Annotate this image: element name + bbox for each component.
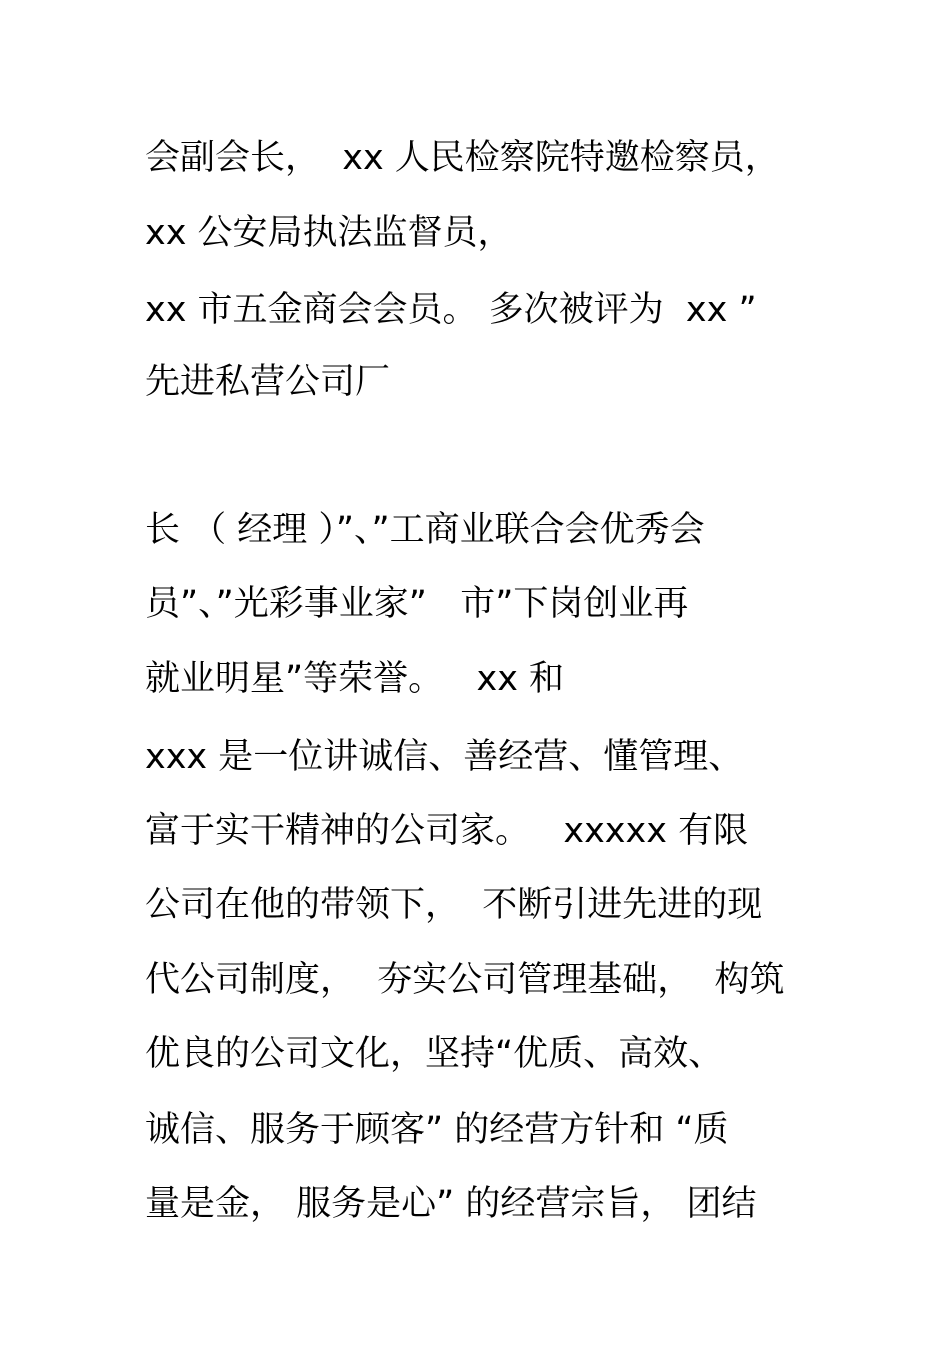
text-line: xx 市五金商会会员。 多次被评为 xx ” [145, 290, 757, 330]
text-line: 会副会长， xx 人民检察院特邀检察员， [145, 138, 780, 178]
text-line: 长 （ 经理 ）”、”工商业联合会优秀会 [145, 510, 705, 550]
text-line: 富于实干精神的公司家。 xxxxx 有限 [145, 811, 749, 851]
text-line: 诚信、服务于顾客” 的经营方针和 “质 [145, 1110, 729, 1150]
text-line: 员”、”光彩事业家” 市”下岗创业再 [145, 584, 689, 624]
text-line: xx 公安局执法监督员， [145, 213, 513, 253]
text-line: 就业明星”等荣誉。 xx 和 [145, 659, 565, 699]
text-line: 代公司制度， 夯实公司管理基础， 构筑 [145, 960, 785, 1000]
text-line: 先进私营公司厂 [145, 362, 391, 402]
text-line: 量是金， 服务是心” 的经营宗旨， 团结 [145, 1184, 757, 1224]
text-line: 公司在他的带领下， 不断引进先进的现 [145, 885, 763, 925]
text-line: xxx 是一位讲诚信、善经营、懂管理、 [145, 737, 744, 777]
text-line: 优良的公司文化，坚持“优质、高效、 [145, 1034, 724, 1074]
